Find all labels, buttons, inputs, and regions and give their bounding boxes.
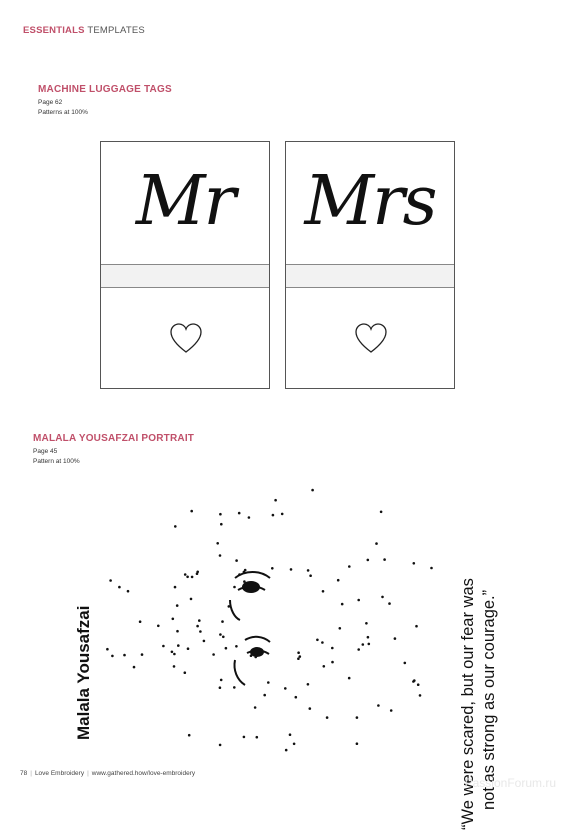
- pattern-dot: [171, 651, 174, 654]
- pattern-dot: [413, 562, 416, 565]
- pattern-dot: [139, 620, 142, 623]
- pattern-dot: [219, 686, 222, 689]
- pattern-dot: [190, 510, 193, 513]
- pattern-dot: [331, 661, 334, 664]
- pattern-dot: [368, 643, 371, 646]
- pattern-dot: [272, 514, 275, 517]
- heart-icon: [354, 322, 388, 356]
- quote-line-1: “We were scared, but our fear was: [459, 578, 477, 830]
- pattern-dot: [219, 554, 222, 557]
- pattern-dot: [383, 558, 386, 561]
- subsection-label: TEMPLATES: [87, 25, 145, 36]
- quote-line-2: not as strong as our courage.”: [480, 589, 498, 810]
- pattern-dot: [348, 677, 351, 680]
- pattern-dot: [212, 653, 215, 656]
- pattern-dot: [219, 633, 222, 636]
- malala-scale: Pattern at 100%: [33, 458, 80, 465]
- pattern-dot: [339, 627, 342, 630]
- pattern-dot: [254, 706, 257, 709]
- pattern-dot: [233, 686, 236, 689]
- section-label: ESSENTIALS: [23, 25, 85, 36]
- pattern-dot: [186, 576, 189, 579]
- pattern-dot: [177, 644, 180, 647]
- pattern-dot: [219, 513, 222, 516]
- pattern-dot: [413, 679, 416, 682]
- watermark: PassionForum.ru: [464, 776, 556, 790]
- pattern-dot: [256, 736, 259, 739]
- magazine-url[interactable]: www.gathered.how/love-embroidery: [91, 770, 196, 777]
- pattern-dot: [293, 743, 296, 746]
- page-number: 78: [20, 770, 28, 777]
- pattern-dot: [322, 590, 325, 593]
- pattern-dot: [307, 683, 310, 686]
- pattern-dot: [221, 620, 224, 623]
- luggage-page: Page 62: [38, 99, 63, 106]
- pattern-dot: [174, 586, 177, 589]
- tag-mrs-text: Mrs: [304, 162, 436, 241]
- pattern-dot: [367, 559, 370, 562]
- pattern-dot: [187, 647, 190, 650]
- pattern-dot: [375, 542, 378, 545]
- malala-quote: [458, 578, 500, 830]
- pattern-dot: [248, 516, 251, 519]
- page-header: [23, 25, 145, 36]
- luggage-tag-mrs: [285, 141, 455, 389]
- pattern-dot: [297, 651, 300, 654]
- pattern-dot: [198, 619, 201, 622]
- pattern-dot: [388, 602, 391, 605]
- pattern-dot: [162, 645, 165, 648]
- pattern-dot: [199, 630, 202, 633]
- pattern-dot: [174, 525, 177, 528]
- pattern-dot: [419, 694, 422, 697]
- pattern-dot: [323, 665, 326, 668]
- pattern-dot: [235, 559, 238, 562]
- pattern-dot: [321, 641, 324, 644]
- pattern-dot: [188, 734, 191, 737]
- pattern-dot: [220, 679, 223, 682]
- pattern-dot: [106, 648, 109, 651]
- pattern-dot: [109, 579, 112, 582]
- pattern-dot: [123, 654, 126, 657]
- pattern-dot: [311, 489, 314, 492]
- pattern-dot: [309, 707, 312, 710]
- pattern-dot: [196, 625, 199, 628]
- pattern-dot: [290, 568, 293, 571]
- pattern-dot: [243, 736, 246, 739]
- pattern-dot: [357, 648, 360, 651]
- tag-mr-text: Mr: [135, 162, 235, 241]
- pattern-dot: [173, 665, 176, 668]
- pattern-dot: [377, 704, 380, 707]
- pattern-dot: [267, 681, 270, 684]
- pattern-dot: [430, 567, 433, 570]
- pattern-dot: [263, 694, 266, 697]
- pattern-dot: [238, 512, 241, 515]
- luggage-title: MACHINE LUGGAGE TAGS: [38, 84, 172, 95]
- pattern-dot: [404, 662, 407, 665]
- pattern-dot: [356, 716, 359, 719]
- pattern-dot: [417, 683, 420, 686]
- pattern-dot: [172, 618, 175, 621]
- pattern-dot: [176, 604, 179, 607]
- dot-to-dot-portrait: [95, 470, 455, 760]
- tag-fold-band: [101, 264, 269, 288]
- pattern-dot: [367, 636, 370, 639]
- pattern-dot: [176, 630, 179, 633]
- pattern-dot: [295, 696, 298, 699]
- pattern-dot: [415, 625, 418, 628]
- pattern-dot: [157, 625, 160, 628]
- pattern-dot: [118, 586, 121, 589]
- pattern-dot: [196, 572, 199, 575]
- pattern-dot: [356, 742, 359, 745]
- pattern-dot: [390, 709, 393, 712]
- pattern-dot: [357, 599, 360, 602]
- pattern-dot: [299, 655, 302, 658]
- pattern-dot: [365, 622, 368, 625]
- pattern-dot: [127, 590, 130, 593]
- pattern-dot: [133, 666, 136, 669]
- pattern-dot: [307, 569, 310, 572]
- pattern-dot: [326, 716, 329, 719]
- pattern-dot: [362, 643, 365, 646]
- magazine-name: Love Embroidery: [34, 770, 85, 777]
- pattern-dot: [341, 603, 344, 606]
- pattern-dot: [331, 647, 334, 650]
- pattern-dot: [222, 636, 225, 639]
- pattern-dot: [337, 579, 340, 582]
- pattern-dot: [309, 574, 312, 577]
- pattern-dot: [216, 542, 219, 545]
- pattern-dot: [271, 567, 274, 570]
- luggage-scale: Patterns at 100%: [38, 109, 88, 116]
- pattern-dot: [141, 653, 144, 656]
- pattern-dot: [289, 733, 292, 736]
- malala-title: MALALA YOUSAFZAI PORTRAIT: [33, 433, 195, 444]
- pattern-dot: [285, 749, 288, 752]
- page-footer: 78 | Love Embroidery | www.gathered.how/love-embroidery: [20, 770, 196, 777]
- pattern-dot: [235, 645, 238, 648]
- pattern-dot: [225, 647, 228, 650]
- pattern-dot: [274, 499, 277, 502]
- pattern-dot: [191, 576, 194, 579]
- pattern-dot: [281, 513, 284, 516]
- pattern-dot: [220, 523, 223, 526]
- pattern-dot: [184, 573, 187, 576]
- heart-icon: [169, 322, 203, 356]
- luggage-tag-mr: [100, 141, 270, 389]
- pattern-dot: [233, 586, 236, 589]
- pattern-dot: [190, 598, 193, 601]
- pattern-dot: [244, 569, 247, 572]
- tag-fold-band: [286, 264, 454, 288]
- malala-page: Page 45: [33, 448, 58, 455]
- portrait-name: Malala Yousafzai: [74, 605, 93, 740]
- pattern-dot: [381, 596, 384, 599]
- pattern-dot: [394, 637, 397, 640]
- pattern-dot: [173, 653, 176, 656]
- pattern-dot: [316, 639, 319, 642]
- pattern-dot: [111, 655, 114, 658]
- pattern-dot: [348, 565, 351, 568]
- pattern-dot: [380, 511, 383, 514]
- pattern-dot: [184, 671, 187, 674]
- pattern-dot: [284, 687, 287, 690]
- pattern-dot: [203, 640, 206, 643]
- pattern-dot: [219, 744, 222, 747]
